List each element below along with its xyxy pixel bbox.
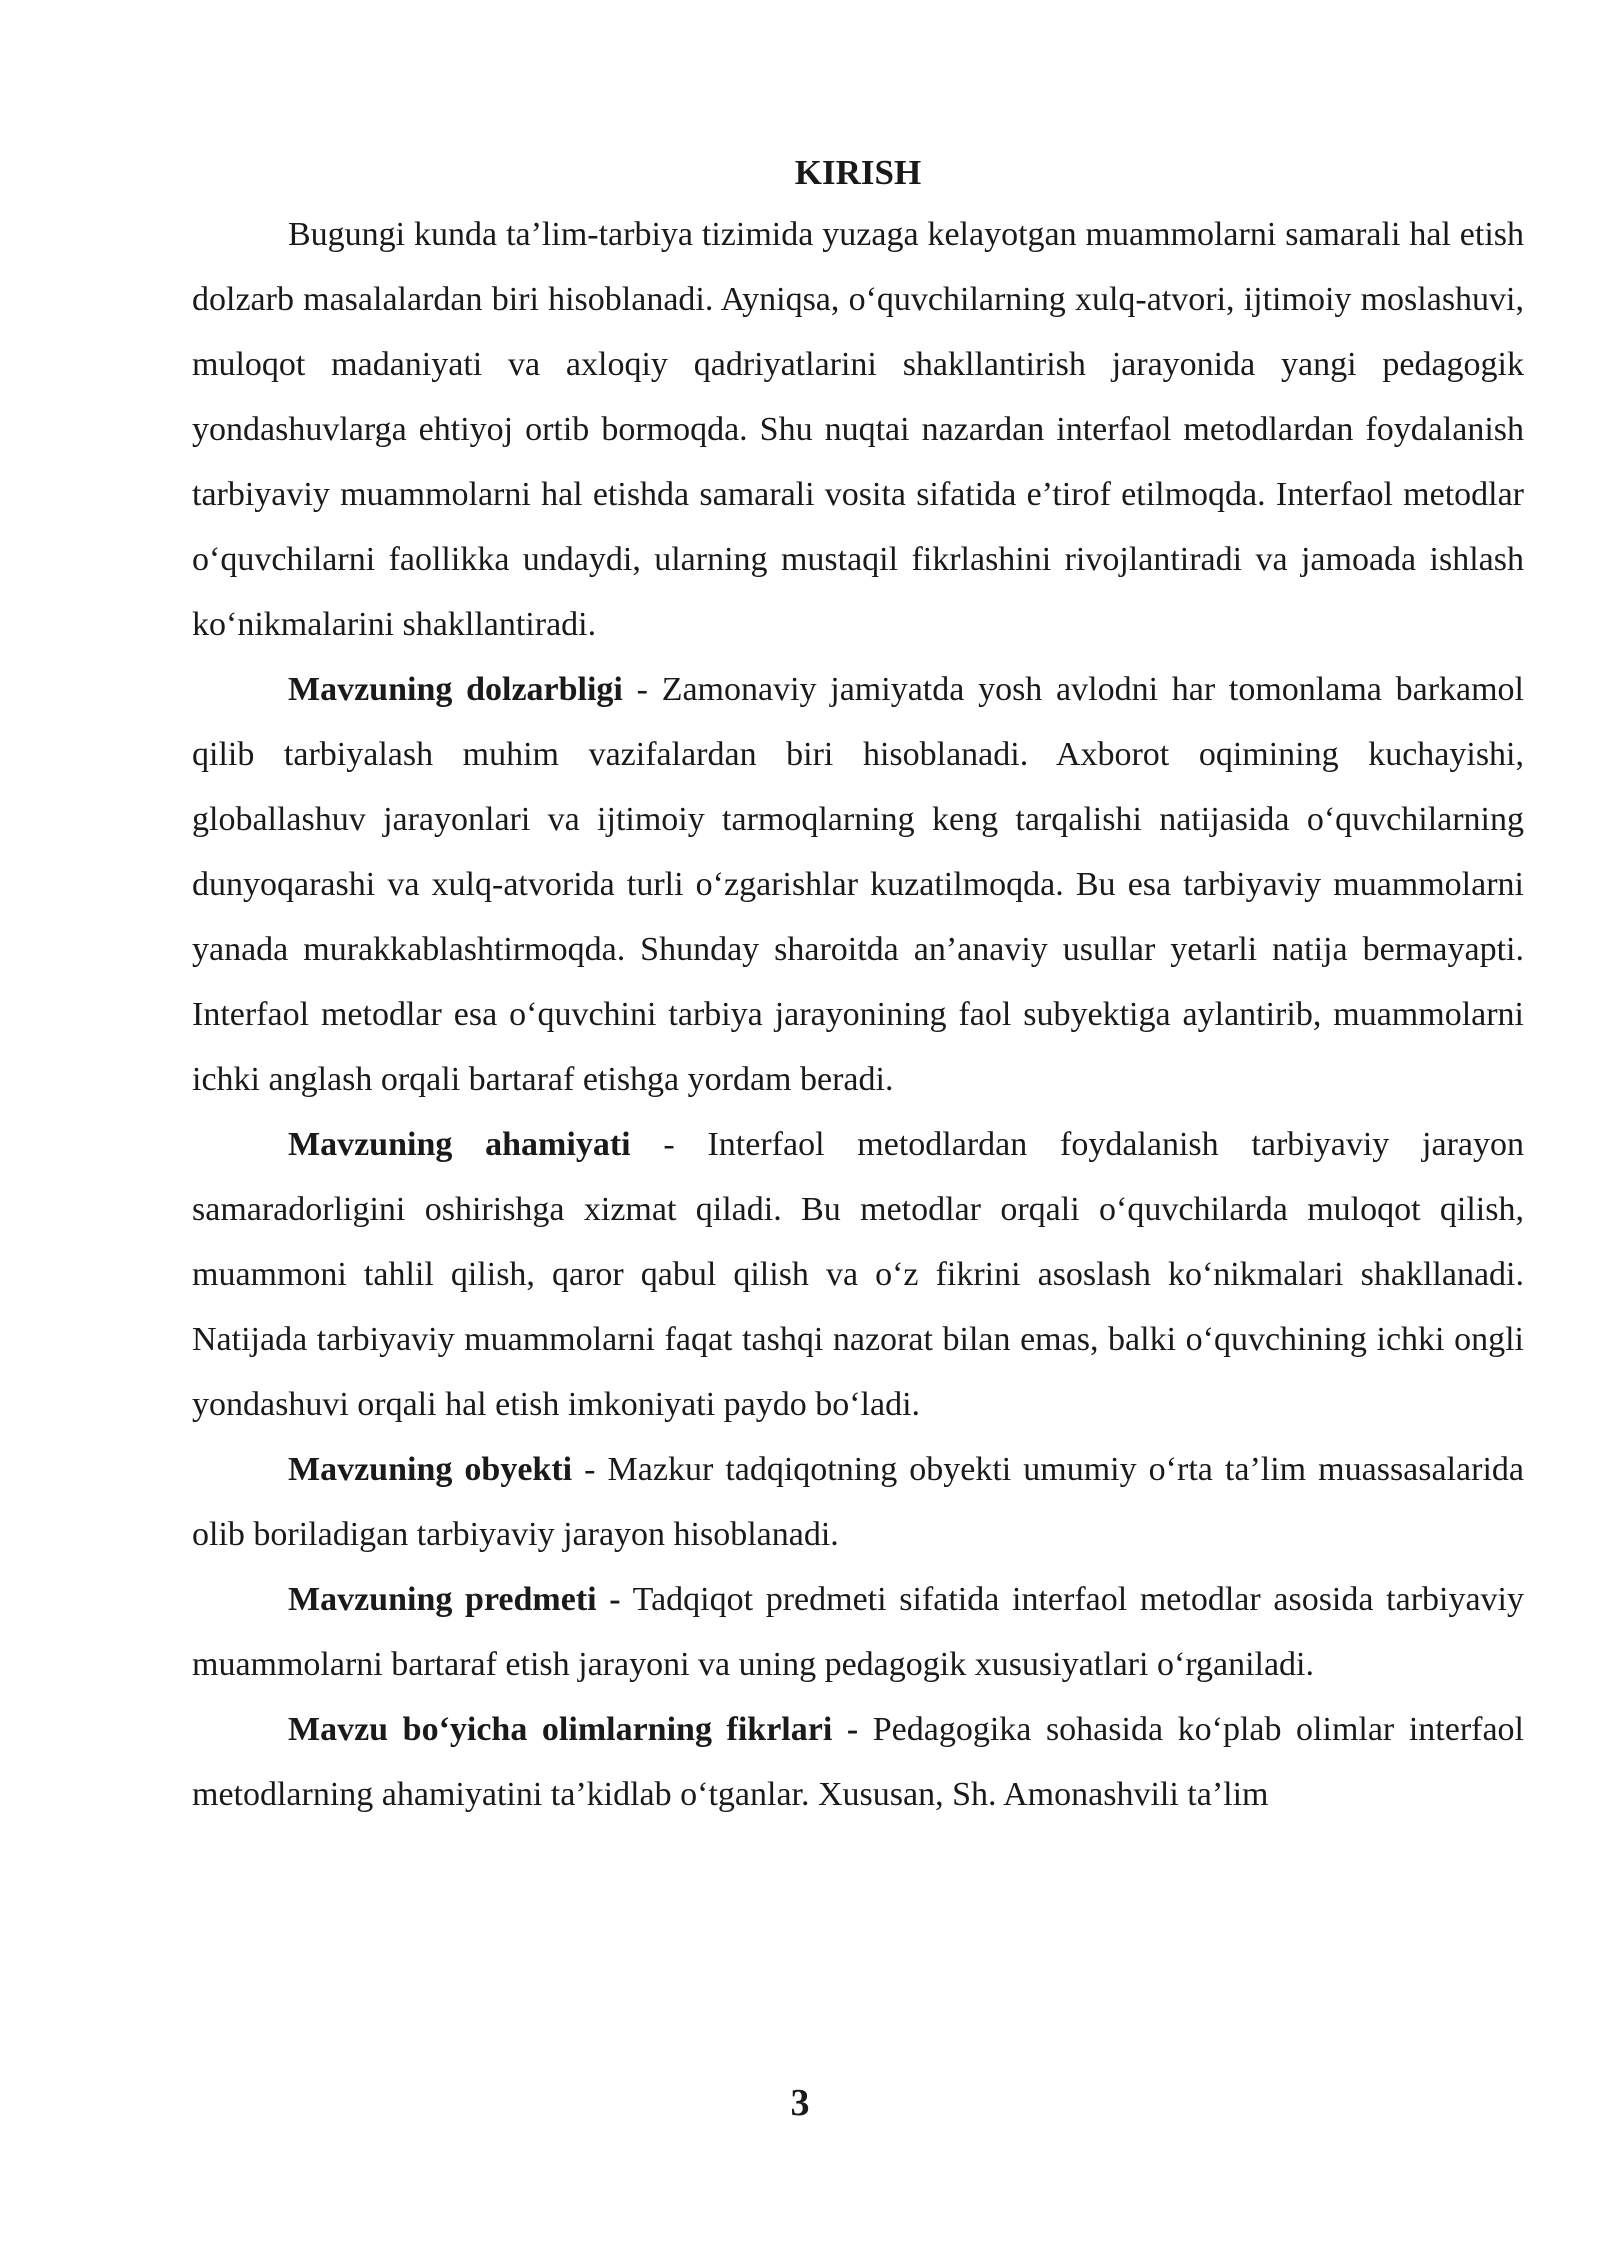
importance-text: - Interfaol metodlardan foydalanish tarbiyaviy jarayon samaradorligini oshirishga xizmat qiladi. Bu metodlar orqali o‘quvchilarda muloqot qilish, muammoni tahlil qilish, qaror qabul qilish va o‘z fikrini asoslash ko‘nikmalari shakllanadi. Natijada tarbiyaviy muammolarni faqat tashqi nazorat bilan emas, balki o‘quvchining ichki ongli yondashuvi orqali hal etish imkoniyati paydo bo‘ladi.	[192, 1126, 1524, 1423]
page-number: 3	[790, 2082, 810, 2124]
subject-text: Tadqiqot predmeti sifatida interfaol metodlar asosida tarbiyaviy muammolarni bartaraf etish jarayoni va uning pedagogik xususiyatlari o‘rganiladi.	[192, 1581, 1524, 1683]
intro-paragraph	[192, 202, 1524, 657]
subject-paragraph	[192, 1567, 1524, 1697]
page-title: KIRISH	[794, 153, 922, 192]
object-text: - Mazkur tadqiqotning obyekti umumiy o‘rta ta’lim muassasalarida olib boriladigan tarbiyaviy jarayon hisoblanadi.	[192, 1451, 1524, 1553]
scholars-heading: Mavzu bo‘yicha olimlarning fikrlari -	[288, 1711, 859, 1748]
object-heading: Mavzuning obyekti	[288, 1451, 573, 1488]
relevance-paragraph	[192, 657, 1524, 1112]
intro-text: Bugungi kunda ta’lim-tarbiya tizimida yuzaga kelayotgan muammolarni samarali hal etish dolzarb masalalardan biri hisoblanadi. Ayniqsa, o‘quvchilarning xulq-atvori, ijtimoiy moslashuvi, muloqot madaniyati va axloqiy qadriyatlarini shakllantirish jarayonida yangi pedagogik yondashuvlarga ehtiyoj ortib bormoqda. Shu nuqtai nazardan interfaol metodlardan foydalanish tarbiyaviy muammolarni hal etishda samarali vosita sifatida e’tirof etilmoqda. Interfaol metodlar o‘quvchilarni faollikka undaydi, ularning mustaqil fikrlashini rivojlantiradi va jamoada ishlash ko‘nikmalarini shakllantiradi.	[192, 216, 1524, 643]
subject-heading: Mavzuning predmeti -	[288, 1581, 621, 1618]
importance-heading: Mavzuning ahamiyati	[288, 1126, 631, 1163]
relevance-text: - Zamonaviy jamiyatda yosh avlodni har tomonlama barkamol qilib tarbiyalash muhim vazifalardan biri hisoblanadi. Axborot oqimining kuchayishi, globallashuv jarayonlari va ijtimoiy tarmoqlarning keng tarqalishi natijasida o‘quvchilarning dunyoqarashi va xulq-atvorida turli o‘zgarishlar kuzatilmoqda. Bu esa tarbiyaviy muammolarni yanada murakkablashtirmoqda. Shunday sharoitda an’anaviy usullar yetarli natija bermayapti. Interfaol metodlar esa o‘quvchini tarbiya jarayonining faol subyektiga aylantirib, muammolarni ichki anglash orqali bartaraf etishga yordam beradi.	[192, 671, 1525, 1098]
scholars-text: Pedagogika sohasida ko‘plab olimlar interfaol metodlarning ahamiyatini ta’kidlab o‘tganlar. Xususan, Sh. Amonashvili ta’lim	[192, 1711, 1524, 1813]
page-content	[192, 148, 1524, 1827]
importance-paragraph	[192, 1112, 1524, 1437]
relevance-heading: Mavzuning dolzarbligi	[288, 671, 623, 708]
object-paragraph	[192, 1437, 1524, 1567]
scholars-paragraph	[192, 1697, 1524, 1827]
